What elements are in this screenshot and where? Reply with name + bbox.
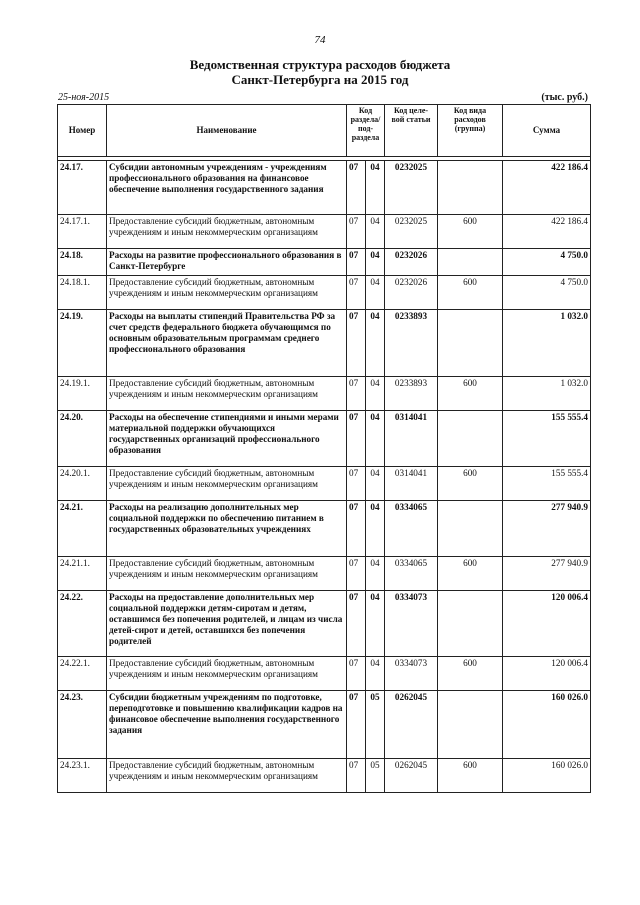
- row-number: 24.19.1.: [58, 377, 107, 411]
- row-subsection: 04: [366, 377, 385, 411]
- table-row-section: [58, 501, 591, 557]
- table-row-item: [58, 557, 591, 591]
- row-number: 24.23.1.: [58, 759, 107, 793]
- table-row-item: [58, 215, 591, 249]
- row-name: Расходы на развитие профессионального образования в Санкт-Петербурге: [107, 249, 347, 276]
- row-name: Расходы на выплаты стипендий Правительства РФ за счет средств федерального бюджета обучающимся по основным образовательным программам среднего профессионального образования: [107, 310, 347, 377]
- row-subsection: 04: [366, 657, 385, 691]
- row-section: 07: [347, 759, 366, 793]
- row-target-code: 0262045: [385, 759, 438, 793]
- row-section: 07: [347, 501, 366, 557]
- row-sum: 277 940.9: [503, 557, 591, 591]
- row-subsection: 04: [366, 161, 385, 215]
- row-number: 24.18.1.: [58, 276, 107, 310]
- row-number: 24.20.: [58, 411, 107, 467]
- title-line-1: Ведомственная структура расходов бюджета: [189, 57, 451, 72]
- row-expense-kind: [438, 591, 503, 657]
- table-row-section: [58, 249, 591, 276]
- row-number: 24.20.1.: [58, 467, 107, 501]
- row-target-code: 0314041: [385, 411, 438, 467]
- row-subsection: 04: [366, 467, 385, 501]
- header-sum: Сумма: [503, 105, 591, 157]
- header-section-code: Код раздела/ под- раздела: [347, 105, 385, 157]
- row-name: Расходы на реализацию дополнительных мер социальной поддержки по обеспечению питанием в государственных образовательных учреждениях: [107, 501, 347, 557]
- row-sum: 422 186.4: [503, 215, 591, 249]
- row-target-code: 0262045: [385, 691, 438, 759]
- row-subsection: 04: [366, 215, 385, 249]
- table-row-section: [58, 411, 591, 467]
- table-row-section: [58, 161, 591, 215]
- row-expense-kind: 600: [438, 377, 503, 411]
- row-sum: 160 026.0: [503, 759, 591, 793]
- row-subsection: 04: [366, 557, 385, 591]
- row-name: Предоставление субсидий бюджетным, автономным учреждениям и иным некоммерческим организациям: [107, 276, 347, 310]
- row-name: Субсидии бюджетным учреждениям по подготовке, переподготовке и повышению квалификации кадров на финансовое обеспечение выполнения государственного задания: [107, 691, 347, 759]
- row-section: 07: [347, 161, 366, 215]
- row-name: Предоставление субсидий бюджетным, автономным учреждениям и иным некоммерческим организациям: [107, 467, 347, 501]
- row-section: 07: [347, 310, 366, 377]
- header-number: Номер: [58, 105, 107, 157]
- table-row-item: [58, 377, 591, 411]
- table-row-section: [58, 691, 591, 759]
- row-sum: 4 750.0: [503, 276, 591, 310]
- row-sum: 1 032.0: [503, 310, 591, 377]
- row-sum: 155 555.4: [503, 411, 591, 467]
- row-sum: 160 026.0: [503, 691, 591, 759]
- row-target-code: 0334073: [385, 591, 438, 657]
- table-body: [58, 161, 591, 793]
- row-sum: 277 940.9: [503, 501, 591, 557]
- table-row-section: [58, 310, 591, 377]
- header-expense-kind-code: Код вида расходов (группа): [438, 105, 503, 157]
- row-name: Предоставление субсидий бюджетным, автономным учреждениям и иным некоммерческим организациям: [107, 759, 347, 793]
- row-section: 07: [347, 657, 366, 691]
- row-sum: 120 006.4: [503, 657, 591, 691]
- budget-table: [57, 104, 591, 793]
- table-row-item: [58, 276, 591, 310]
- row-expense-kind: [438, 161, 503, 215]
- table-row-item: [58, 467, 591, 501]
- row-subsection: 04: [366, 501, 385, 557]
- row-section: 07: [347, 557, 366, 591]
- table-header-row: [58, 105, 591, 157]
- document-title: [0, 57, 640, 87]
- row-expense-kind: 600: [438, 276, 503, 310]
- row-target-code: 0334065: [385, 557, 438, 591]
- row-number: 24.23.: [58, 691, 107, 759]
- row-name: Предоставление субсидий бюджетным, автономным учреждениям и иным некоммерческим организациям: [107, 557, 347, 591]
- row-number: 24.21.: [58, 501, 107, 557]
- row-number: 24.17.: [58, 161, 107, 215]
- row-subsection: 04: [366, 249, 385, 276]
- row-number: 24.18.: [58, 249, 107, 276]
- row-name: Предоставление субсидий бюджетным, автономным учреждениям и иным некоммерческим организациям: [107, 657, 347, 691]
- row-subsection: 05: [366, 759, 385, 793]
- row-subsection: 04: [366, 276, 385, 310]
- row-section: 07: [347, 215, 366, 249]
- row-name: Субсидии автономным учреждениям - учреждениям профессионального образования на финансовое обеспечение выполнения государственного задания: [107, 161, 347, 215]
- row-name: Расходы на предоставление дополнительных мер социальной поддержки детям-сиротам и детям, оставшимся без попечения родителей, и лицам из числа детей-сирот и детей, оставшихся без попечения родителей: [107, 591, 347, 657]
- row-subsection: 04: [366, 310, 385, 377]
- row-target-code: 0232026: [385, 249, 438, 276]
- row-section: 07: [347, 691, 366, 759]
- page-number: 74: [314, 34, 326, 46]
- row-section: 07: [347, 377, 366, 411]
- row-subsection: 04: [366, 411, 385, 467]
- row-expense-kind: [438, 691, 503, 759]
- row-target-code: 0232025: [385, 215, 438, 249]
- row-target-code: 0334073: [385, 657, 438, 691]
- row-subsection: 04: [366, 591, 385, 657]
- row-expense-kind: 600: [438, 467, 503, 501]
- row-name: Расходы на обеспечение стипендиями и иными мерами материальной поддержки обучающихся государственных организаций профессионального образования: [107, 411, 347, 467]
- row-section: 07: [347, 249, 366, 276]
- row-target-code: 0232026: [385, 276, 438, 310]
- row-target-code: 0314041: [385, 467, 438, 501]
- row-expense-kind: [438, 501, 503, 557]
- row-section: 07: [347, 276, 366, 310]
- table-row-item: [58, 657, 591, 691]
- row-subsection: 05: [366, 691, 385, 759]
- header-name: Наименование: [107, 105, 347, 157]
- row-name: Предоставление субсидий бюджетным, автономным учреждениям и иным некоммерческим организациям: [107, 215, 347, 249]
- row-expense-kind: [438, 411, 503, 467]
- row-target-code: 0233893: [385, 310, 438, 377]
- row-expense-kind: [438, 249, 503, 276]
- row-sum: 120 006.4: [503, 591, 591, 657]
- row-sum: 4 750.0: [503, 249, 591, 276]
- row-sum: 422 186.4: [503, 161, 591, 215]
- row-target-code: 0334065: [385, 501, 438, 557]
- row-expense-kind: 600: [438, 657, 503, 691]
- table-row-section: [58, 591, 591, 657]
- row-number: 24.22.: [58, 591, 107, 657]
- row-target-code: 0233893: [385, 377, 438, 411]
- row-target-code: 0232025: [385, 161, 438, 215]
- row-sum: 1 032.0: [503, 377, 591, 411]
- header-target-code: Код целе- вой статьи: [385, 105, 438, 157]
- row-expense-kind: [438, 310, 503, 377]
- document-date: 25-ноя-2015: [58, 92, 110, 103]
- row-number: 24.19.: [58, 310, 107, 377]
- table-row-item: [58, 759, 591, 793]
- title-line-2: Санкт-Петербурга на 2015 год: [231, 72, 409, 87]
- row-section: 07: [347, 411, 366, 467]
- row-number: 24.22.1.: [58, 657, 107, 691]
- row-expense-kind: 600: [438, 557, 503, 591]
- row-expense-kind: 600: [438, 215, 503, 249]
- row-number: 24.17.1.: [58, 215, 107, 249]
- row-name: Предоставление субсидий бюджетным, автономным учреждениям и иным некоммерческим организациям: [107, 377, 347, 411]
- row-number: 24.21.1.: [58, 557, 107, 591]
- row-section: 07: [347, 591, 366, 657]
- row-expense-kind: 600: [438, 759, 503, 793]
- row-sum: 155 555.4: [503, 467, 591, 501]
- row-section: 07: [347, 467, 366, 501]
- units-label: (тыс. руб.): [541, 92, 588, 103]
